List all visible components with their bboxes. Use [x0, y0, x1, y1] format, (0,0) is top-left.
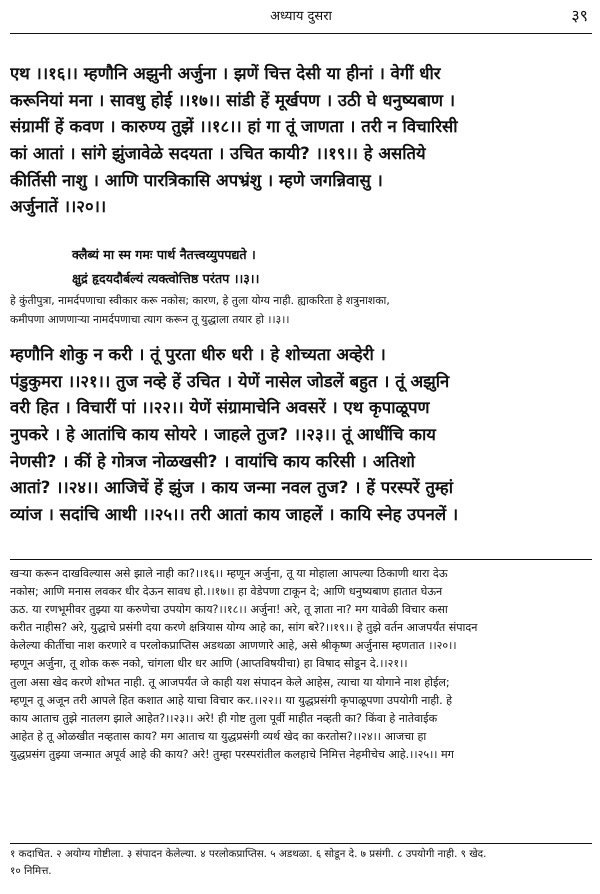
explanation-line: तुला असा खेद करणे शोभत नाही. तू आजपर्यंत जे काही यश संपादन केले आहेस, त्याचा या योगाने नाश होईल; [10, 675, 450, 689]
footnote-line: १० निमित्त. [10, 865, 52, 877]
marathi-explanation [10, 565, 590, 764]
header-rule [10, 33, 592, 34]
ovi-line: नुपकरे । हे आतांचि काय सोयरे । जाहले तुज? ।।२३।। तूं आधींचि काय [10, 425, 436, 445]
section-rule [10, 559, 592, 560]
explanation-line: म्हणून अर्जुना, तू शोक करू नको, चांगला धीर धर आणि (आप्तविषयीचा) हा विषाद सोडून दे.।।२१।। [10, 657, 408, 671]
explanation-line: म्हणून तू अजून तरी आपले हित कशात आहे याचा विचार कर.।।२२।। या युद्धप्रसंगी कृपाळूपणा उपयोगी नाही. हे [10, 693, 453, 707]
sanskrit-shloka [72, 243, 580, 291]
ovi-line: कीर्तिसी नाशु । आणि पारत्रिकासि अपभ्रंशु । म्हणे जगन्निवासु । [10, 170, 383, 190]
footnote-rule [10, 843, 592, 844]
shloka-line: क्षुद्रं हृदयदौर्बल्यं त्यक्त्वोत्तिष्ठ परंतप ।।३।। [72, 271, 260, 286]
ovi-line: आतां? ।।२४।। आजिचें हें झुंज । काय जन्मा नवल तुज? । हें परस्परें तुम्हां [10, 478, 454, 498]
explanation-line: आहेत हे तू ओळखीत नव्हतास काय? मग आताच या युद्धप्रसंगी व्यर्थ खेद का करतोस?।।२४।। आजचा हा [10, 729, 427, 743]
ovi-line: संग्रामीं हें कवण । कारुण्य तुझें ।।१८।। हां गा तूं जाणता । तरी न विचारिसी [10, 117, 458, 137]
ovi-line: नेणसी? । कीं हे गोत्रज नोळखसी? । वायांचि काय करिसी । अतिशो [10, 451, 415, 471]
meaning-line: हे कुंतीपुत्रा, नामर्दपणाचा स्वीकार करू नकोस; कारण, हे तुला योग्य नाही. ह्याकरिता हे शत्रुनाशका, [10, 294, 390, 307]
ovi-line: व्यांज । सदांचि आथी ।।२५।। तरी आतां काय जाहलें । कायि स्नेह उपनलें । [10, 505, 459, 525]
ovi-line: एथ ।।१६।। म्हणौनि अझुनी अर्जुना । झणें चित्त देसी या हीनां । वेगीं धीर [10, 64, 441, 83]
chapter-title: अध्याय दुसरा [270, 9, 332, 24]
explanation-line: युद्धप्रसंग तुझ्या जन्मात अपूर्व आहे की काय? अरे! तुम्हा परस्परांतील कलहाचे निमित्त नेहमीचेच आहे.।।२५।। मग [10, 747, 454, 761]
ovi-block-2 [10, 342, 590, 529]
meaning-line: कमीपणा आणणाऱ्या नामर्दपणाचा त्याग करून तू युद्धाला तयार हो ।।३।। [10, 313, 290, 326]
footnote-line: १ कदाचित. २ अयोग्य गोष्टीला. ३ संपादन केलेल्या. ४ परलोकप्राप्तिस. ५ अडथळा. ६ सोडून दे. ७ प्रसंगी. ८ उपयोगी नाही. ९ खेद. [10, 848, 487, 860]
ovi-line: करूनियां मना । सावधु होई ।।१७।। सांडी हें मूर्खपण । उठी घे धनुष्यबाण । [10, 90, 456, 110]
explanation-line: काय आताच तुझे नातलग झाले आहेत?।।२३।। अरे! ही गोष्ट तुला पूर्वी माहीत नव्हती का? किंवा हे नातेवाईक [10, 711, 438, 725]
ovi-line: कां आतां । सांगे झुंजावेळे सदयता । उचित कायी? ।।१९।। हे असतिये [10, 144, 426, 164]
explanation-line: केलेल्या कीर्तीचा नाश करणारे व परलोकप्राप्तिस अडथळा आणणारे आहे, असे श्रीकृष्ण अर्जुनास म्हणतात ।।२०।। [10, 639, 457, 653]
explanation-line: खऱ्या करून दाखविल्यास असे झाले नाही का?।।१६।। म्हणून अर्जुना, तू या मोहाला आपल्या ठिकाणी थारा देऊ [10, 567, 448, 580]
ovi-block-1 [10, 61, 590, 221]
ovi-line: म्हणौनि शोकु न करी । तूं पुरता धीरु धरी । हे शोच्यता अव्हेरी । [10, 345, 386, 364]
footnotes [10, 846, 590, 880]
shloka-meaning [10, 291, 590, 329]
page-number: ३९ [571, 6, 588, 25]
page-header [10, 2, 592, 34]
shloka-line: क्लैब्यं मा स्म गमः पार्थ नैतत्त्वय्युपपद्यते । [72, 247, 256, 262]
ovi-line: अर्जुनातें ।।२०।। [10, 197, 107, 217]
ovi-line: पंडुकुमरा ।।२१।। तुज नव्हे हें उचित । येणें नासेल जोडलें बहुत । तूं अझुनि [10, 371, 450, 391]
explanation-line: नकोस; आणि मनास लवकर धीर देऊन सावध हो.।।१७।। हा वेडेपणा टाकून दे; आणि धनुष्यबाण हातात घेऊन [10, 585, 443, 599]
explanation-line: करीत नाहीस? अरे, युद्धाचे प्रसंगी दया करणे क्षत्रियास योग्य आहे का, सांग बरे?।।१९।। हे तुझे वर्तन आजपर्यंत संपादन [10, 621, 478, 635]
ovi-line: वरी हित । विचारीं पां ।।२२।। येणें संग्रामाचेनि अवसरें । एथ कृपाळूपण [10, 398, 430, 418]
explanation-line: ऊठ. या रणभूमीवर तुझ्या या करुणेचा उपयोग काय?।।१८।। अर्जुना! अरे, तू ज्ञाता ना? मग यावेळी विचार कसा [10, 603, 448, 617]
